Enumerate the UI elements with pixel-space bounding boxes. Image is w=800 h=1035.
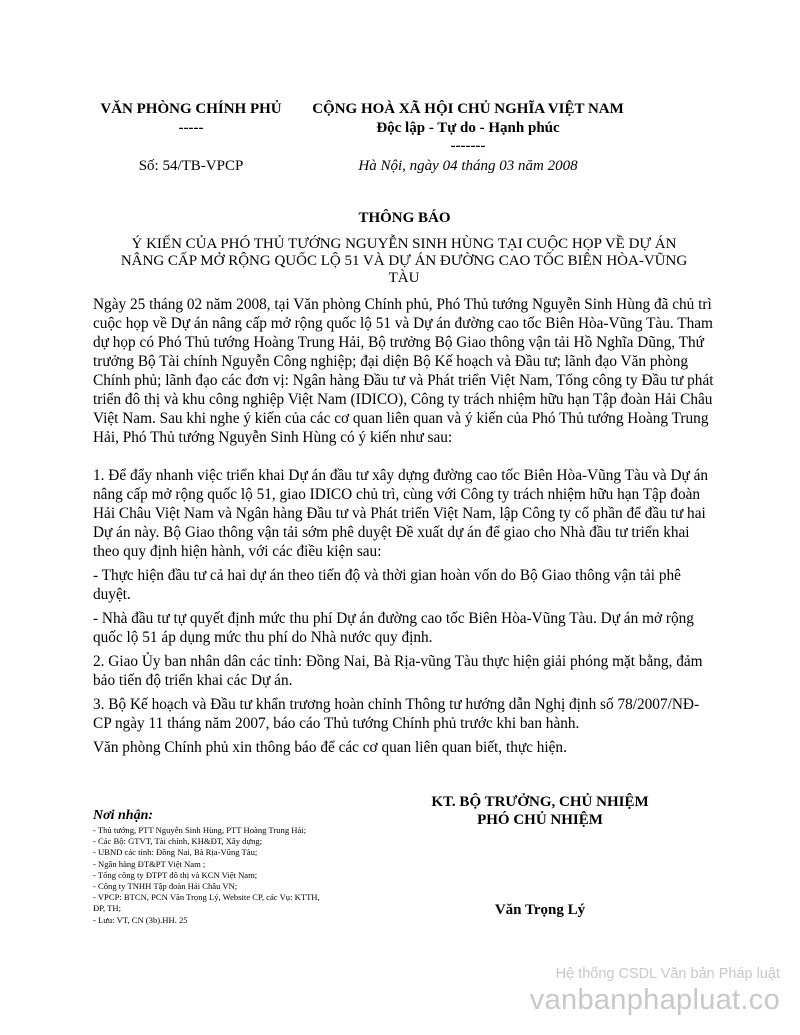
motto-divider: ------- — [450, 138, 486, 154]
recipient-item: - Tổng công ty ĐTPT đô thị và KCN Việt Nam; — [93, 869, 258, 880]
body-paragraph-item-3: 3. Bộ Kế hoạch và Đầu tư khẩn trương hoàn chỉnh Thông tư hướng dẫn Nghị định số 78/2007/NĐ-CP ngày 11 tháng năm 2007, báo cáo Thủ tướng Chính phủ trước khi ban hành. — [93, 696, 700, 732]
place-date: Hà Nội, ngày 04 tháng 03 năm 2008 — [358, 158, 578, 174]
recipient-item: - Các Bộ: GTVT, Tài chính, KH&ĐT, Xây dựng; — [93, 836, 263, 847]
body-paragraph-item-1: 1. Để đẩy nhanh việc triển khai Dự án đầu tư xây dựng đường cao tốc Biên Hòa-Vũng Tàu và Dự án nâng cấp mở rộng quốc lộ 51, giao IDICO chủ trì, cùng với Công ty trách nhiệm hữu hạn Tập đoàn Hải Châu Việt Nam và Ngân hàng Đầu tư và Phát triển Việt Nam, lập Công ty cổ phần để đầu tư hai Dự án này. Bộ Giao thông vận tải sớm phê duyệt Đề xuất dự án để giao cho Nhà đầu tư triển khai theo quy định hiện hành, với các điều kiện sau: — [93, 467, 709, 560]
subject-line-3: TÀU — [388, 270, 420, 286]
issuing-agency: VĂN PHÒNG CHÍNH PHỦ — [100, 101, 282, 117]
recipients-heading: Nơi nhận: — [93, 808, 154, 823]
document-number: Số: 54/TB-VPCP — [138, 158, 244, 174]
recipient-item: - Lưu: VT, CN (3b).HH. 25 — [93, 914, 188, 925]
subject-line-1: Ý KIẾN CỦA PHÓ THỦ TƯỚNG NGUYỄN SINH HÙNG TẠI CUỘC HỌP VỀ DỰ ÁN — [131, 236, 677, 252]
recipient-item: - UBND các tỉnh: Đồng Nai, Bà Rịa-Vũng Tàu; — [93, 847, 258, 858]
recipient-item: - Ngân hàng ĐT&PT Việt Nam ; — [93, 858, 206, 869]
watermark-caption: Hệ thống CSDL Văn bản Pháp luật — [555, 966, 780, 982]
recipient-item: - VPCP: BTCN, PCN Văn Trọng Lý, Website CP, các Vụ: KTTH, — [93, 892, 320, 903]
recipients-list — [93, 825, 393, 926]
body-paragraph-condition-1: - Thực hiện đầu tư cả hai dự án theo tiến độ và thời gian hoàn vốn do Bộ Giao thông vận tải phê duyệt. — [93, 567, 681, 603]
body-paragraph-item-2: 2. Giao Ủy ban nhân dân các tỉnh: Đồng Nai, Bà Rịa-vũng Tàu thực hiện giải phóng mặt bằng, đảm bảo tiến độ triển khai các Dự án. — [93, 653, 703, 689]
watermark-site: vanbanphapluat.co — [529, 984, 780, 1016]
document-type: THÔNG BÁO — [358, 210, 451, 226]
national-title: CỘNG HOÀ XÃ HỘI CHỦ NGHĨA VIỆT NAM — [312, 101, 624, 117]
agency-divider: ----- — [178, 120, 204, 136]
signature-title: PHÓ CHỦ NHIỆM — [477, 812, 603, 828]
subject-line-2: NÂNG CẤP MỞ RỘNG QUỐC LỘ 51 VÀ DỰ ÁN ĐƯỜNG CAO TỐC BIÊN HÒA-VŨNG — [120, 253, 688, 269]
national-motto: Độc lập - Tự do - Hạnh phúc — [376, 120, 560, 136]
recipient-item: - Thủ tướng, PTT Nguyễn Sinh Hùng, PTT Hoàng Trung Hải; — [93, 825, 307, 835]
signature-authority: KT. BỘ TRƯỞNG, CHỦ NHIỆM — [431, 794, 649, 810]
body-paragraph-intro: Ngày 25 tháng 02 năm 2008, tại Văn phòng Chính phủ, Phó Thủ tướng Nguyễn Sinh Hùng đã chủ trì cuộc họp về Dự án nâng cấp mở rộng quốc lộ 51 và Dự án đường cao tốc Biên Hòa-Vũng Tàu. Tham dự họp có Phó Thủ tướng Hoàng Trung Hải, Bộ trưởng Bộ Giao thông vận tải Hồ Nghĩa Dũng, Thứ trưởng Bộ Tài chính Nguyễn Công nghiệp; đại diện Bộ Kế hoạch và Đầu tư; lãnh đạo Văn phòng Chính phủ; lãnh đạo các đơn vị: Ngân hàng Đầu tư và Phát triển Việt Nam, Tổng công ty Đầu tư phát triển đô thị và khu công nghiệp Việt Nam (IDICO), Công ty trách nhiệm hữu hạn Tập đoàn Hải Châu Việt Nam. Sau khi nghe ý kiến của các cơ quan liên quan và ý kiến của Phó Thủ tướng Hoàng Trung Hải, Phó Thủ tướng Nguyễn Sinh Hùng có ý kiến như sau: — [93, 296, 714, 446]
signer-name: Văn Trọng Lý — [494, 902, 586, 918]
document-subject — [86, 236, 722, 287]
recipients-block — [93, 808, 393, 926]
recipient-item: - Công ty TNHH Tập đoàn Hải Châu VN; — [93, 881, 238, 892]
recipient-item: ĐP, TH; — [93, 903, 122, 914]
body-paragraph-condition-2: - Nhà đầu tư tự quyết định mức thu phí Dự án đường cao tốc Biên Hòa-Vũng Tàu. Dự án mở rộng quốc lộ 51 áp dụng mức thu phí do Nhà nước quy định. — [93, 610, 694, 646]
body-paragraph-closing: Văn phòng Chính phủ xin thông báo để các cơ quan liên quan biết, thực hiện. — [93, 739, 567, 756]
